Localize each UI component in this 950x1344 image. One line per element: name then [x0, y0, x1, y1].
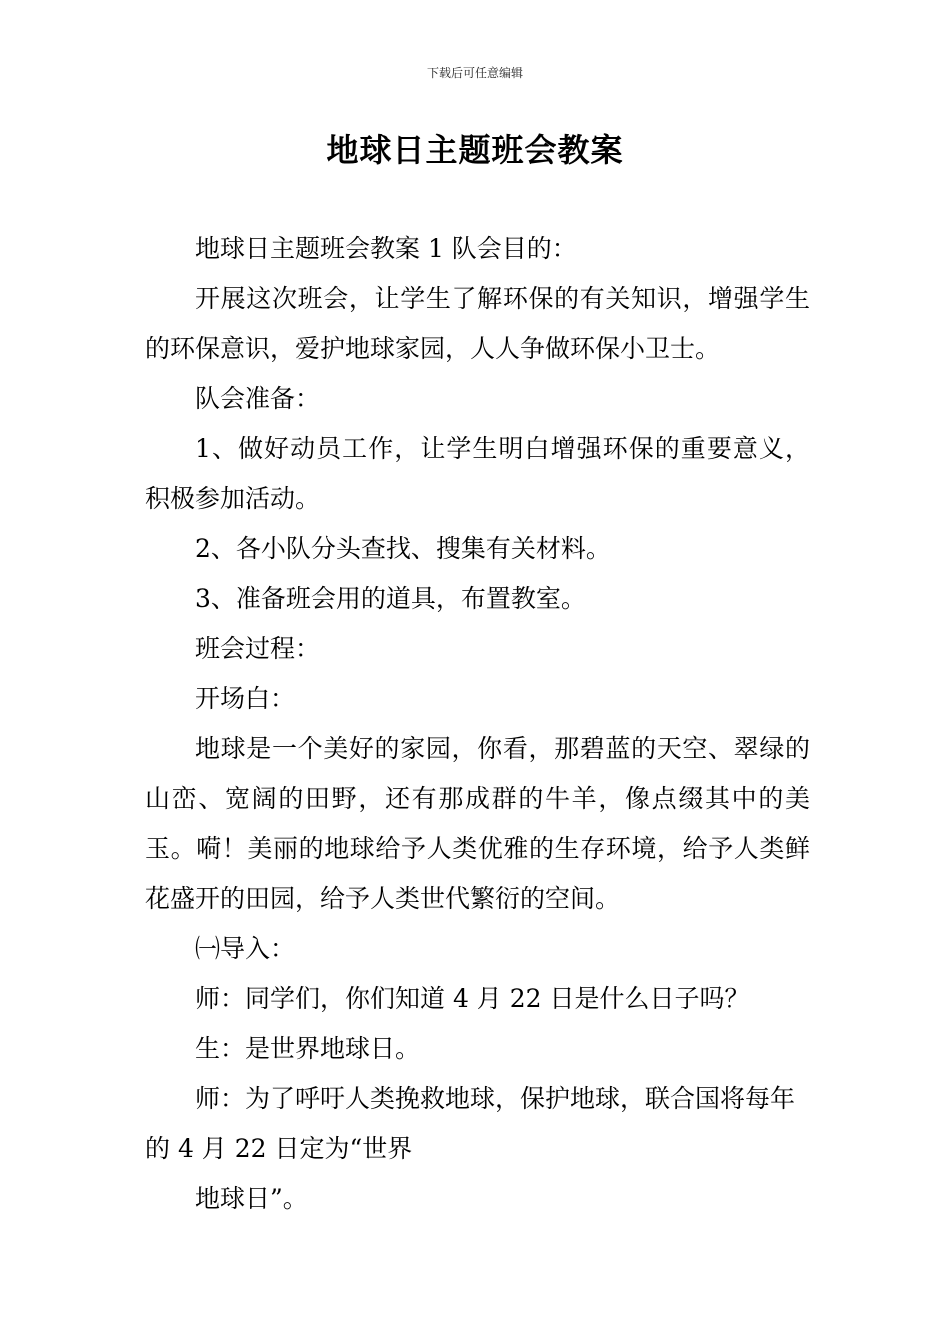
- document-body: [145, 224, 810, 1224]
- paragraph-teacher-explanation: 师：为了呼吁人类挽救地球，保护地球，联合国将每年的 4 月 22 日定为“世界: [145, 1084, 796, 1163]
- paragraph-preparation-item-1: 1、做好动员工作，让学生明白增强环保的重要意义，积极参加活动。: [145, 434, 810, 513]
- paragraph-meeting-purpose: 开展这次班会，让学生了解环保的有关知识，增强学生的环保意识，爱护地球家园，人人争做环保小卫士。: [145, 284, 810, 363]
- paragraph-preparation-item-2: 2、各小队分头查找、搜集有关材料。: [195, 534, 611, 563]
- header-note: 下载后可任意编辑: [426, 66, 523, 80]
- paragraph-teacher-question: 师：同学们，你们知道 4 月 22 日是什么日子吗？: [195, 984, 750, 1013]
- paragraph-preparation-item-3: 3、准备班会用的道具，布置教室。: [195, 584, 586, 613]
- paragraph-opening-text: 地球是一个美好的家园，你看，那碧蓝的天空、翠绿的山峦、宽阔的田野，还有那成群的牛羊，像点缀其中的美玉。嗬！美丽的地球给予人类优雅的生存环境，给予人类鲜花盛开的田园，给予人类世代繁衍的空间。: [145, 734, 810, 913]
- paragraph-student-answer: 生：是世界地球日。: [195, 1034, 421, 1063]
- document-title: 地球日主题班会教案: [326, 131, 624, 169]
- paragraph-meeting-purpose-heading: 地球日主题班会教案 1 队会目的：: [195, 234, 577, 263]
- paragraph-opening-heading: 开场白：: [195, 684, 296, 713]
- paragraph-introduction-heading: ㈠导入：: [195, 934, 296, 963]
- paragraph-preparation-heading: 队会准备：: [195, 384, 321, 413]
- paragraph-process-heading: 班会过程：: [195, 634, 321, 663]
- paragraph-earth-day-end: 地球日”。: [195, 1184, 308, 1213]
